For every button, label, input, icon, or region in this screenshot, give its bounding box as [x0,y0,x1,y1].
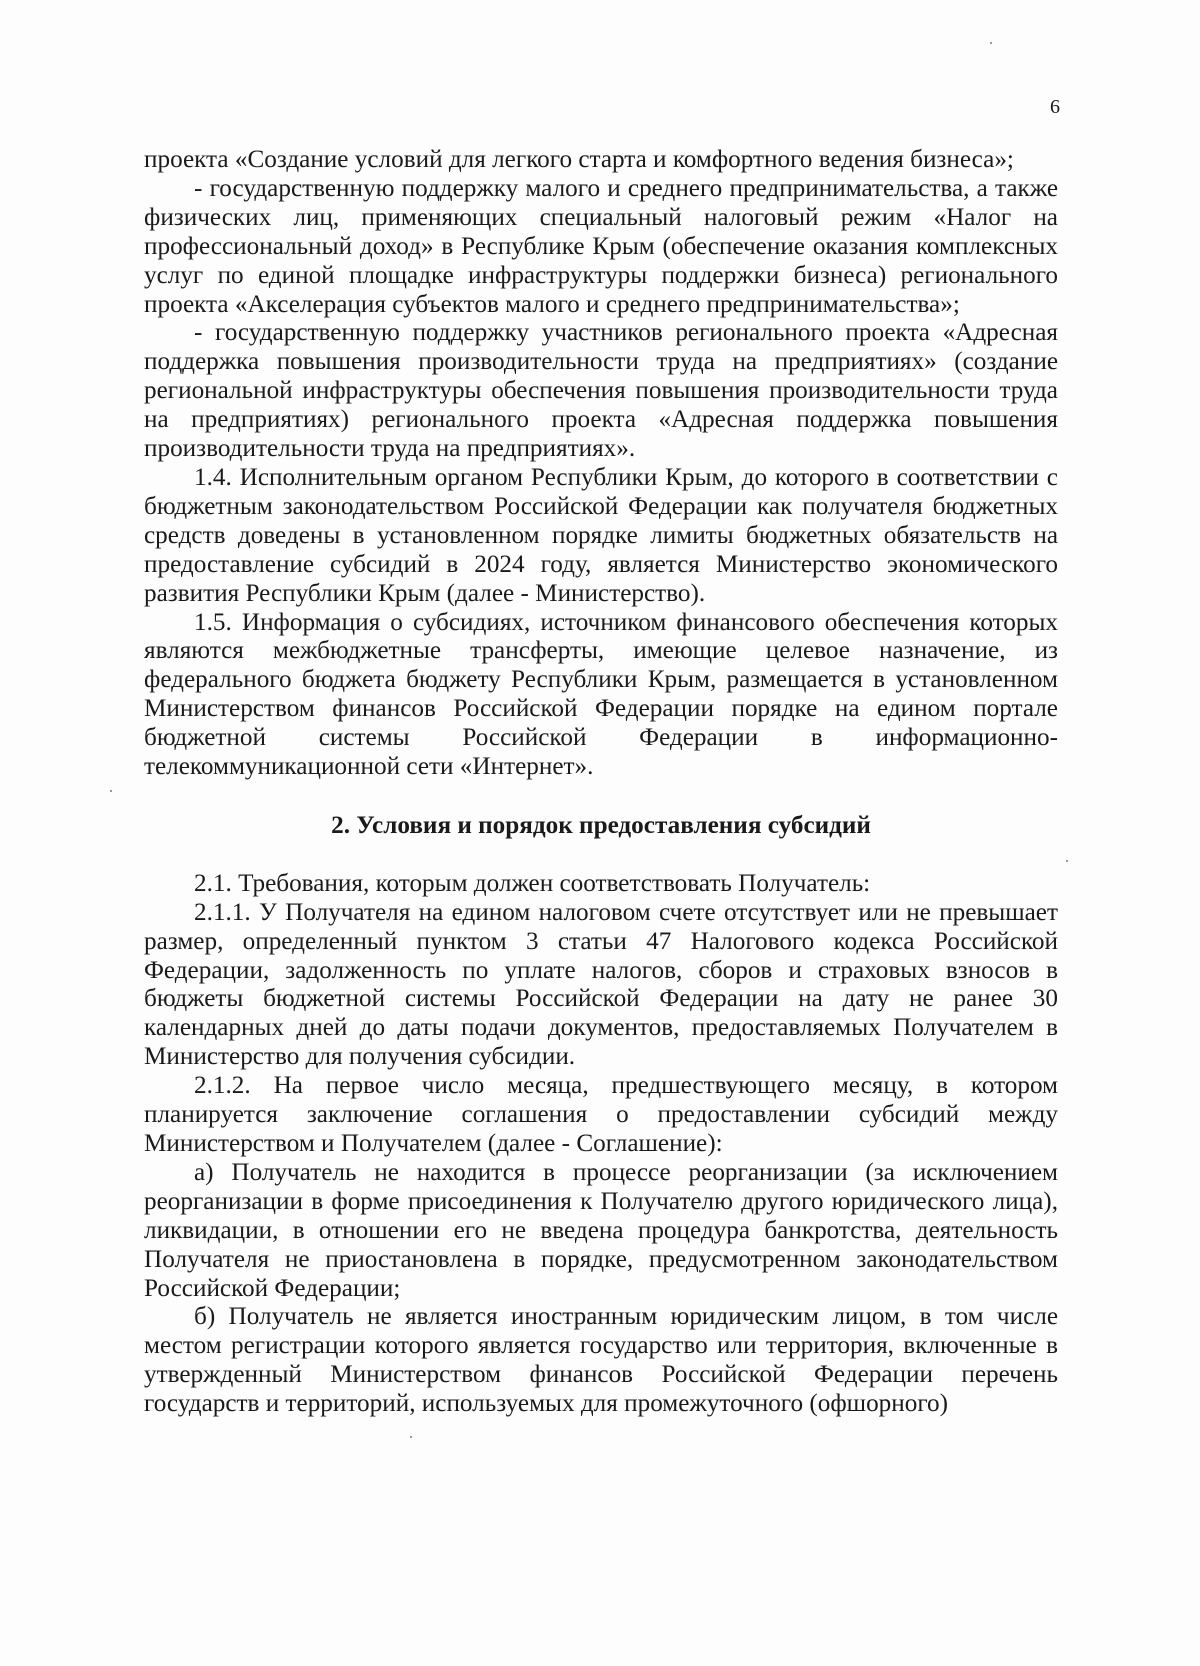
page-number: 6 [1050,96,1060,118]
paragraph-clause-1-4: 1.4. Исполнительным органом Республики Крым, до которого в соответствии с бюджетным законодательством Российской Федерации как получателя бюджетных средств доведены в установленном порядке лимиты бюджетных обязательств на предоставление субсидий в 2024 году, является Министерство экономического развития Республики Крым (далее - Министерство). [144,463,1058,607]
paragraph-subclause-a: а) Получатель не находится в процессе реорганизации (за исключением реорганизации в форме присоединения к Получателю другого юридического лица), ликвидации, в отношении его не введена процедура банкротства, деятельность Получателя не приостановлена в порядке, предусмотренном законодательством Российской Федерации; [144,1158,1058,1302]
paragraph-continuation: проекта «Создание условий для легкого старта и комфортного ведения бизнеса»; [144,146,1014,173]
paragraph-clause-2-1-1: 2.1.1. У Получателя на едином налоговом счете отсутствует или не превышает размер, определенный пунктом 3 статьи 47 Налогового кодекса Российской Федерации, задолженность по уплате налогов, сборов и страховых взносов в бюджеты бюджетной системы Российской Федерации на дату не ранее 30 календарных дней до даты подачи документов, предоставляемых Получателем в Министерство для получения субсидии. [144,898,1058,1071]
scan-speck [1066,860,1068,862]
document-body [144,146,1058,1419]
paragraph-clause-2-1: 2.1. Требования, которым должен соответствовать Получатель: [194,869,871,897]
paragraph-list-item-sme-support: - государственную поддержку малого и среднего предпринимательства, а также физических лиц, применяющих специальный налоговый режим «Налог на профессиональный доход» в Республике Крым (обеспечение оказания комплексных услуг по единой площадке инфраструктуры поддержки бизнеса) регионального проекта «Акселерация субъектов малого и среднего предпринимательства»; [144,174,1058,318]
paragraph-clause-2-1-2: 2.1.2. На первое число месяца, предшествующего месяцу, в котором планируется заключение соглашения о предоставлении субсидий между Министерством и Получателем (далее - Соглашение): [144,1072,1058,1157]
paragraph-list-item-productivity-support: - государственную поддержку участников регионального проекта «Адресная поддержка повышения производительности труда на предприятиях» (создание региональной инфраструктуры обеспечения повышения производительности труда на предприятиях) регионального проекта «Адресная поддержка повышения производительности труда на предприятиях». [144,319,1058,463]
scan-speck [110,790,112,792]
scan-speck [410,1436,412,1438]
section-heading: 2. Условия и порядок предоставления субсидий [331,811,871,839]
paragraph-clause-1-5: 1.5. Информация о субсидиях, источником финансового обеспечения которых являются межбюджетные трансферты, имеющие целевое назначение, из федерального бюджета бюджету Республики Крым, размещается в установленном Министерством финансов Российской Федерации порядке на едином портале бюджетной системы Российской Федерации в информационно-телекоммуникационной сети «Интернет». [144,608,1058,781]
scan-speck [990,42,992,44]
paragraph-subclause-b: б) Получатель не является иностранным юридическим лицом, в том числе местом регистрации которого является государство или территория, включенные в утвержденный Министерством финансов Российской Федерации перечень государств и территорий, используемых для промежуточного (офшорного) [144,1303,1058,1418]
